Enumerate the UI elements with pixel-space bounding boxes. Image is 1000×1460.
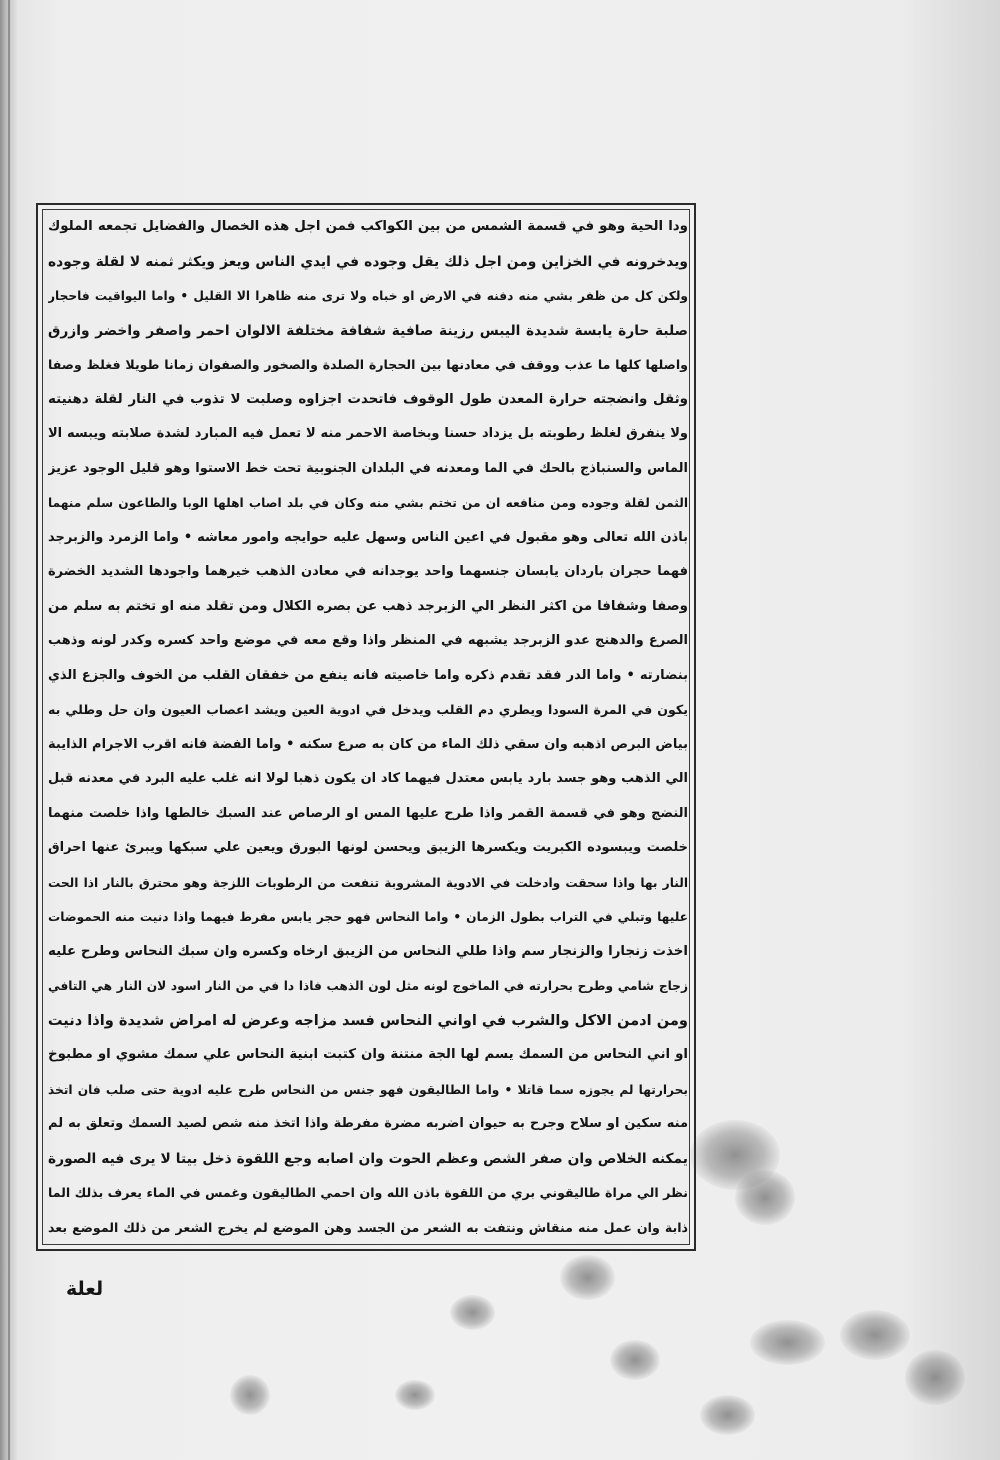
ink-stain [750,1320,825,1365]
text-line: او اني النحاس من السمك يسم لها الجة منتنة وان كتبت ابنية النحاس علي سمك مشوي او مطبوخ [48,1047,688,1062]
text-line: يكون في المرة السودا ويطري دم القلب ويدخل في ادوية العين ويشد اعصاب العيون وان حل وطلي به [48,702,688,717]
text-line: النار بها واذا سحقت وادخلت في الادوية المشروبة تنفعت من الرطوبات اللزجة وهو محترق بالنار اذا الحت [48,875,688,890]
text-line: خلصت ويبسوده الكبريت ويكسرها الزيبق ويحسن لونها البورق ويعين علي سبكها ويبرئ عنها احراق [48,840,688,855]
text-line: ومن ادمن الاكل والشرب في اواني النحاس فسد مزاجه وعرض له امراض شديدة واذا دنيت [48,1011,688,1029]
text-line: نظر الي مراة طاليقوني بري من اللقوة باذن الله وان احمي الطاليقون وغمس في الماء يعرف بذلك الما [48,1185,688,1200]
text-line: وثقل وانضجته حرارة المعدن طول الوقوف فاتحدت اجزاوه وصلبت لا تذوب في النار لقلة دهنيته [48,391,688,407]
text-line: فهما حجران باردان يابسان جنسهما واحد يوجدانه في معادن الذهب خيرهما واجودها الشديد الخضرة [48,564,688,579]
ink-stain [735,1170,795,1225]
ink-stain [395,1380,435,1410]
text-line: بنضارته • واما الدر فقد تقدم ذكره واما خاصيته فانه ينفع من خفقان القلب من الخوف والجزع الذي [48,667,688,683]
manuscript-text-block [48,210,688,1245]
ink-stain [905,1350,965,1405]
ink-stain [560,1255,615,1300]
ink-stain [840,1310,910,1360]
text-line: الصرع والدهنج عدو الزبرجد يشبهه في المنظر واذا وقع معه في موضع واحد كسره وكدر لونه وذهب [48,633,688,648]
text-line: منه سكين او سلاح وجرح به حيوان اضربه مضرة مفرطة واذا اتخذ منه شص لصيد السمك وتعلق به لم [48,1116,688,1131]
ink-stain [230,1375,270,1415]
text-line: الي الذهب وهو جسد بارد يابس معتدل فيهما كاد ان يكون ذهبا لولا انه غلب عليه البرد في معدنه قبل [48,771,688,786]
book-gutter [8,0,10,1460]
text-line: اخذت زنجارا والزنجار سم واذا طلي النحاس من الزيبق ارخاه وكسره وان سبك النحاس وطرح عليه [48,943,688,959]
text-line: عليها وتبلي في التراب بطول الزمان • واما النحاس فهو حجر يابس مفرط فيهما واذا دنيت منه الحموضات [48,910,688,924]
text-line: النضج وهو في قسمة القمر واذا طرح عليها المس او الرصاص عند السبك خالطها واذا خلصت منهما [48,805,688,821]
text-line: الثمن لقلة وجوده ومن منافعه ان من تختم بشي منه وكان في بلد اصاب اهلها الوبا والطاعون سلم منهما [48,496,688,510]
ink-stain [450,1295,495,1330]
text-line: يمكنه الخلاص وان صفر الشص وعظم الحوت وان اصابه وجع اللقوة ذخل بيتا لا يرى فيه الصورة [48,1150,688,1167]
ink-stain [700,1395,755,1435]
text-line: ولا ينفرق لغلظ رطوبته بل يزداد حسنا وبخاصة الاحمر منه لا تعمل فيه المبارد لشدة صلابته ويبسه الا [48,426,688,441]
ink-stain [610,1340,660,1380]
catchword: لعلة [66,1278,104,1300]
text-line: ولكن كل من ظفر بشي منه دفنه في الارض او خباه ولا ترى منه ظاهرا الا القليل • واما اليواقيت فاحجار [48,289,688,303]
text-line: بحرارتها لم يجوزه سما قاتلا • واما الطاليقون فهو جنس من النحاس طرح عليه ادوية حتى صلب فان اتخذ [48,1082,688,1097]
text-line: باذن الله تعالى وهو مقبول في اعين الناس وسهل عليه حوايجه وامور معاشه • واما الزمرد والزبرجد [48,529,688,545]
text-line: صلبة حارة يابسة شديدة اليبس رزينة صافية شفافة مختلفة الالوان احمر واصفر واخضر وازرق [48,322,688,339]
text-line: زجاج شامي وطرح بحرارته في الماخوج لونه مثل لون الذهب فاذا دا في من النار اسود لان النار هي التافي [48,979,688,993]
text-line: ويدخرونه في الخزاين ومن اجل ذلك يقل وجوده في ايدي الناس ويعز ويكثر ثمنه لا لقلة وجوده [48,253,688,270]
text-line: ذابة وان عمل منه منقاش ونتفت به الشعر من الجسد وهن الموضع لم يخرج الشعر من ذلك الموضع بعد [48,1219,688,1235]
text-line: بياض البرص اذهبه وان سقي ذلك الماء من كان به صرع سكنه • واما الفضة فانه اقرب الاجرام الذايبة [48,736,688,752]
text-line: الماس والسنباذج بالحك في الما ومعدنه في البلدان الجنوبية تحت خط الاستوا وهو قليل الوجود عزيز [48,460,688,476]
text-line: وصفا وشفافا من اكثر النظر الي الزبرجد ذهب عن بصره الكلال ومن تقلد منه او تختم به سلم من [48,598,688,614]
text-line: ودا الحية وهو في قسمة الشمس من بين الكواكب فمن اجل هذه الخصال والفضايل تجمعه الملوك [48,219,688,234]
text-line: واصلها كلها ما عذب ووقف في معادنها بين الحجارة الصلدة والصخور والصفوان زمانا طويلا فغلظ وصفا [48,357,688,372]
